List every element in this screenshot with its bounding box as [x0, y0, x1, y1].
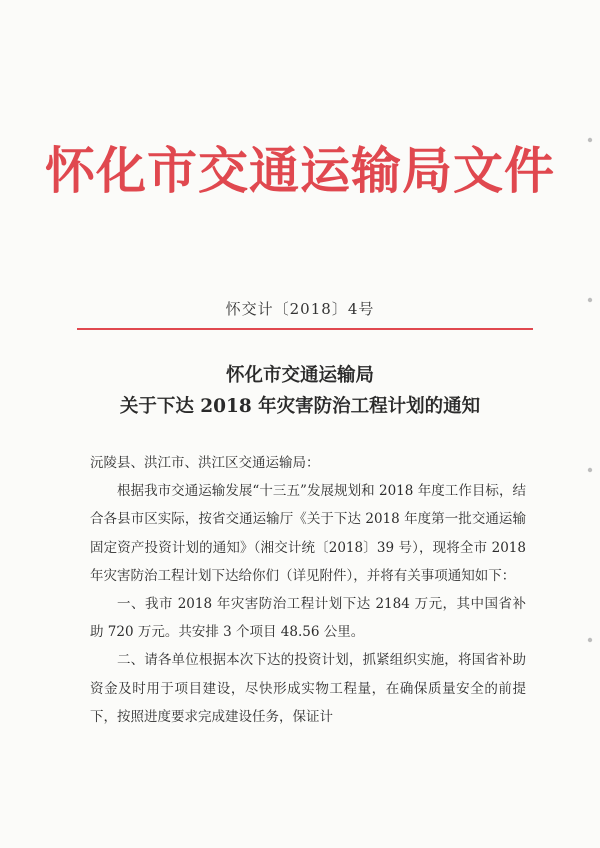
org-file-header: 怀化市交通运输局文件 — [45, 141, 555, 200]
document-title-line-2: 关于下达 2018 年灾害防治工程计划的通知 — [119, 396, 481, 417]
body-paragraph-2: 一、我市 2018 年灾害防治工程计划下达 2184 万元，其中国省补助 720 万元。共安排 3 个项目 48.56 公里。 — [90, 596, 526, 641]
document-title-line-1: 怀化市交通运输局 — [225, 365, 374, 386]
red-divider-line — [77, 328, 533, 330]
document-number: 怀交计〔2018〕4号 — [225, 300, 375, 318]
binding-holes-decoration — [586, 0, 594, 848]
addressee-line: 沅陵县、洪江市、洪江区交通运输局： — [90, 455, 320, 471]
body-paragraph-3: 二、请各单位根据本次下达的投资计划，抓紧组织实施，将国省补助资金及时用于项目建设，尽快形成实物工程量，在确保质量安全的前提下，按照进度要求完成建设任务，保证计 — [90, 652, 526, 725]
body-paragraph-1: 根据我市交通运输发展“十三五”发展规划和 2018 年度工作目标，结合各县市区实际，按省交通运输厅《关于下达 2018 年度第一批交通运输固定资产投资计划的通知》（湘交计统〔2018〕39 号），现将全市 2018 年灾害防治工程计划下达给你们（详见附件），并将有关事项通知如下： — [90, 483, 526, 584]
document-body — [90, 449, 526, 731]
